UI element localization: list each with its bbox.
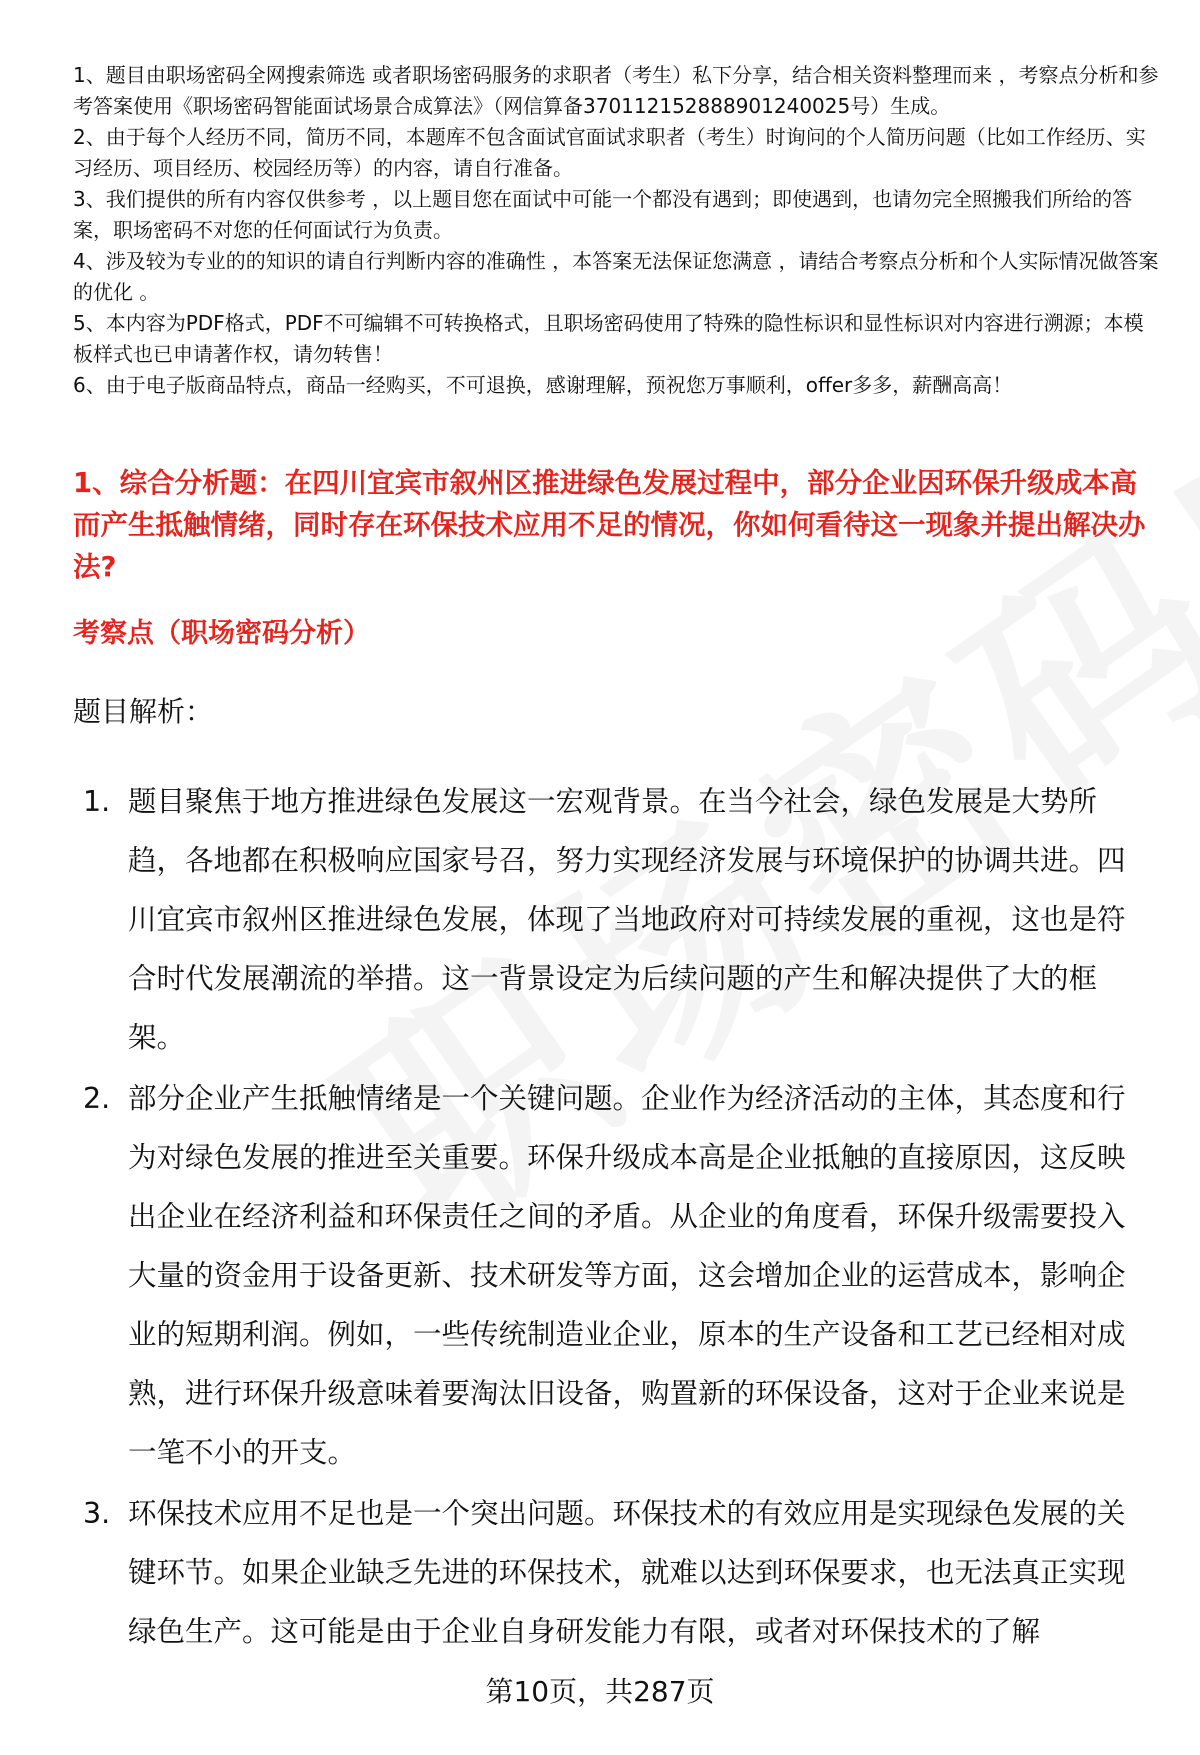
- page-footer: 第10页，共287页: [485, 1675, 715, 1708]
- notice-line: 4、涉及较为专业的的知识的请自行判断内容的准确性 ，本答案无法保证您满意 ，请结合考察点分析和个人实际情况做答案的优化 。: [73, 249, 1159, 304]
- list-item-text: 环保技术应用不足也是一个突出问题。环保技术的有效应用是实现绿色发展的关键环节。如果企业缺乏先进的环保技术，就难以达到环保要求，也无法真正实现绿色生产。这可能是由于企业自身研发能力有限，或者对环保技术的了解: [128, 1497, 1126, 1648]
- list-item-number: 2.: [83, 1082, 111, 1115]
- question-heading: 1、综合分析题：在四川宜宾市叙州区推进绿色发展过程中，部分企业因环保升级成本高而产生抵触情绪，同时存在环保技术应用不足的情况，你如何看待这一现象并提出解决办法?: [73, 467, 1146, 583]
- analysis-label: 题目解析：: [73, 695, 214, 728]
- list-item: [73, 1069, 1143, 1482]
- analysis-list: [73, 772, 1143, 1663]
- notice-line: 2、由于每个人经历不同，简历不同，本题库不包含面试官面试求职者（考生）时询问的个人简历问题（比如工作经历、实习经历、项目经历、校园经历等）的内容，请自行准备。: [73, 125, 1146, 180]
- list-item: [73, 1484, 1143, 1661]
- list-item-text: 部分企业产生抵触情绪是一个关键问题。企业作为经济活动的主体，其态度和行为对绿色发展的推进至关重要。环保升级成本高是企业抵触的直接原因，这反映出企业在经济利益和环保责任之间的矛盾。从企业的角度看，环保升级需要投入大量的资金用于设备更新、技术研发等方面，这会增加企业的运营成本，影响企业的短期利润。例如，一些传统制造业企业，原本的生产设备和工艺已经相对成熟，进行环保升级意味着要淘汰旧设备，购置新的环保设备，这对于企业来说是一笔不小的开支。: [128, 1082, 1126, 1469]
- notice-line: 3、我们提供的所有内容仅供参考 ，以上题目您在面试中可能一个都没有遇到；即使遇到，也请勿完全照搬我们所给的答案，职场密码不对您的任何面试行为负责。: [73, 187, 1133, 242]
- list-item: [73, 772, 1143, 1067]
- list-item-number: 1.: [83, 785, 111, 818]
- notice-line: 1、题目由职场密码全网搜索筛选 或者职场密码服务的求职者（考生）私下分享，结合相关资料整理而来 ，考察点分析和参考答案使用《职场密码智能面试场景合成算法》（网信算备370112152888901240025号）生成。: [73, 63, 1159, 118]
- notice-line: 5、本内容为PDF格式，PDF不可编辑不可转换格式，且职场密码使用了特殊的隐性标识和显性标识对内容进行溯源；本模板样式也已申请著作权，请勿转售！: [73, 311, 1144, 366]
- section-heading-kaochadian: 考察点（职场密码分析）: [73, 618, 370, 649]
- notice-line: 6、由于电子版商品特点，商品一经购买，不可退换，感谢理解，预祝您万事顺利，offer多多，薪酬高高！: [73, 373, 1013, 397]
- notice-block: [73, 60, 1163, 401]
- list-item-number: 3.: [83, 1497, 111, 1530]
- list-item-text: 题目聚焦于地方推进绿色发展这一宏观背景。在当今社会，绿色发展是大势所趋，各地都在积极响应国家号召，努力实现经济发展与环境保护的协调共进。四川宜宾市叙州区推进绿色发展，体现了当地政府对可持续发展的重视，这也是符合时代发展潮流的举措。这一背景设定为后续问题的产生和解决提供了大的框架。: [128, 785, 1126, 1054]
